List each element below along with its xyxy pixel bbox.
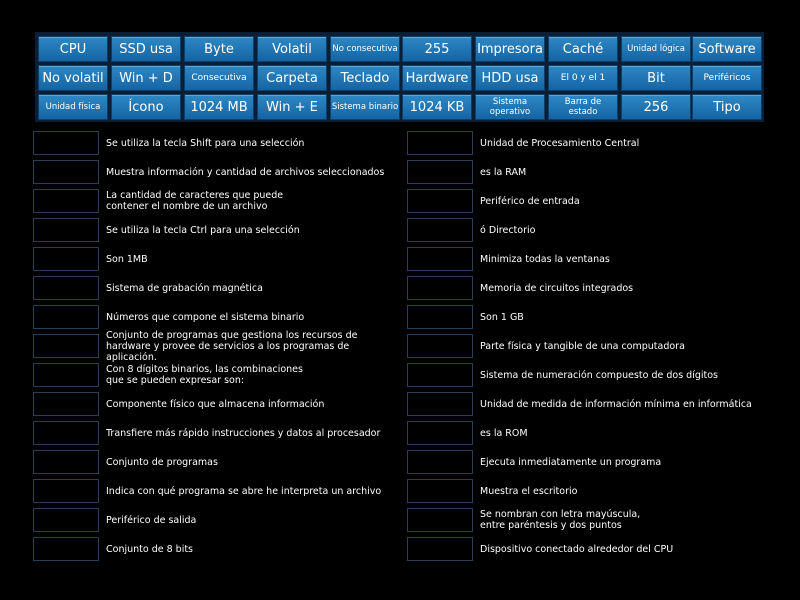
answer-drop-box[interactable] <box>407 276 473 300</box>
clue-text: Indica con qué programa se abre he interpreta un archivo <box>106 485 382 497</box>
answer-drop-box[interactable] <box>33 334 99 358</box>
word-tile[interactable]: HDD usa <box>475 65 545 91</box>
answer-drop-box[interactable] <box>407 392 473 416</box>
match-row <box>407 189 767 215</box>
clue-text: Son 1 GB <box>480 311 524 323</box>
clue-text: Se utiliza la tecla Shift para una selección <box>106 137 305 149</box>
match-row <box>33 189 403 215</box>
word-tile[interactable]: 256 <box>621 94 691 120</box>
clue-text: Transfiere más rápido instrucciones y datos al procesador <box>106 427 381 439</box>
clue-text: La cantidad de caracteres que puede contener el nombre de un archivo <box>106 190 284 212</box>
clue-text: Muestra información y cantidad de archivos seleccionados <box>106 166 385 178</box>
clue-text: Dispositivo conectado alrededor del CPU <box>480 543 674 555</box>
answer-drop-box[interactable] <box>33 421 99 445</box>
answer-drop-box[interactable] <box>33 305 99 329</box>
word-tile[interactable]: Tipo <box>692 94 762 120</box>
clue-text: Componente físico que almacena información <box>106 398 325 410</box>
word-tile[interactable]: 1024 MB <box>184 94 254 120</box>
answer-drop-box[interactable] <box>407 247 473 271</box>
match-row <box>407 450 767 476</box>
answer-drop-box[interactable] <box>33 276 99 300</box>
match-row <box>407 508 767 534</box>
match-row <box>33 508 403 534</box>
match-row <box>33 479 403 505</box>
clue-text: Parte física y tangible de una computadora <box>480 340 685 352</box>
word-tile[interactable]: Volatil <box>257 36 327 62</box>
clue-text: Periférico de salida <box>106 514 197 526</box>
match-row <box>33 247 403 273</box>
answer-drop-box[interactable] <box>407 537 473 561</box>
word-tile[interactable]: El 0 y el 1 <box>548 65 618 91</box>
match-row <box>33 305 403 331</box>
match-row <box>33 131 403 157</box>
answer-drop-box[interactable] <box>407 189 473 213</box>
word-tile[interactable]: Win + D <box>111 65 181 91</box>
word-tile[interactable]: 1024 KB <box>402 94 472 120</box>
clue-text: es la ROM <box>480 427 528 439</box>
match-row <box>407 160 767 186</box>
match-row <box>33 450 403 476</box>
clue-text: Unidad de Procesamiento Central <box>480 137 640 149</box>
clue-text: Sistema de numeración compuesto de dos dígitos <box>480 369 718 381</box>
word-tile[interactable]: Barra de estado <box>548 94 618 120</box>
answer-drop-box[interactable] <box>33 537 99 561</box>
clue-text: Sistema de grabación magnética <box>106 282 263 294</box>
match-row <box>33 537 403 563</box>
word-tile[interactable]: Consecutiva <box>184 65 254 91</box>
match-row <box>407 392 767 418</box>
match-row <box>407 276 767 302</box>
match-row <box>407 479 767 505</box>
clue-text: Números que compone el sistema binario <box>106 311 305 323</box>
answer-drop-box[interactable] <box>407 160 473 184</box>
word-tile[interactable]: No consecutiva <box>330 36 400 62</box>
match-row <box>33 160 403 186</box>
match-row <box>407 247 767 273</box>
word-tile[interactable]: CPU <box>38 36 108 62</box>
word-tile[interactable]: 255 <box>402 36 472 62</box>
answer-drop-box[interactable] <box>407 131 473 155</box>
word-tile[interactable]: Unidad lógica <box>621 36 691 62</box>
clue-text: Periférico de entrada <box>480 195 580 207</box>
match-row <box>33 276 403 302</box>
match-row <box>407 305 767 331</box>
answer-drop-box[interactable] <box>33 218 99 242</box>
match-row <box>407 537 767 563</box>
word-tile[interactable]: SSD usa <box>111 36 181 62</box>
answer-drop-box[interactable] <box>33 131 99 155</box>
answer-drop-box[interactable] <box>407 450 473 474</box>
clue-text: Se utiliza la tecla Ctrl para una selección <box>106 224 300 236</box>
word-tile[interactable]: No volatil <box>38 65 108 91</box>
word-tile[interactable]: Unidad física <box>38 94 108 120</box>
clue-text: Ejecuta inmediatamente un programa <box>480 456 662 468</box>
answer-drop-box[interactable] <box>33 392 99 416</box>
answer-drop-box[interactable] <box>407 334 473 358</box>
answer-drop-box[interactable] <box>33 247 99 271</box>
match-row <box>407 218 767 244</box>
clue-text: Conjunto de programas que gestiona los recursos de hardware y provee de servicios a los programas de aplicación. <box>106 329 358 363</box>
match-row <box>407 131 767 157</box>
word-tile[interactable]: Carpeta <box>257 65 327 91</box>
match-row <box>33 329 403 363</box>
match-row <box>33 218 403 244</box>
answer-drop-box[interactable] <box>33 160 99 184</box>
word-tile[interactable]: Software <box>692 36 762 62</box>
word-tile[interactable]: Bit <box>621 65 691 91</box>
word-bank <box>35 32 764 122</box>
answer-drop-box[interactable] <box>33 363 99 387</box>
answer-drop-box[interactable] <box>33 189 99 213</box>
word-tile[interactable]: Impresora <box>475 36 545 62</box>
answer-drop-box[interactable] <box>33 479 99 503</box>
word-tile[interactable]: Ícono <box>111 94 181 120</box>
word-tile[interactable]: Sistema binario <box>330 94 400 120</box>
answer-drop-box[interactable] <box>407 508 473 532</box>
clue-text: Con 8 dígitos binarios, las combinaciones que se pueden expresar son: <box>106 364 303 386</box>
clue-text: Minimiza todas la ventanas <box>480 253 610 265</box>
clue-text: Memoria de circuitos integrados <box>480 282 634 294</box>
clue-text: Conjunto de programas <box>106 456 218 468</box>
answer-drop-box[interactable] <box>407 421 473 445</box>
word-tile[interactable]: Sistema operativo <box>475 94 545 120</box>
clue-text: Muestra el escritorio <box>480 485 578 497</box>
answer-drop-box[interactable] <box>33 508 99 532</box>
word-tile[interactable]: Periféricos <box>692 65 762 91</box>
answer-drop-box[interactable] <box>407 305 473 329</box>
clue-text: Son 1MB <box>106 253 148 265</box>
match-row <box>407 421 767 447</box>
clue-text: es la RAM <box>480 166 527 178</box>
answer-drop-box[interactable] <box>407 363 473 387</box>
clue-text: Conjunto de 8 bits <box>106 543 194 555</box>
word-tile[interactable]: Teclado <box>330 65 400 91</box>
clue-text: Se nombran con letra mayúscula, entre paréntesis y dos puntos <box>480 509 641 531</box>
match-row <box>33 421 403 447</box>
clue-text: Unidad de medida de información mínima en informática <box>480 398 752 410</box>
match-row <box>33 392 403 418</box>
answer-drop-box[interactable] <box>33 450 99 474</box>
clue-text: ó Directorio <box>480 224 536 236</box>
word-tile[interactable]: Caché <box>548 36 618 62</box>
word-tile[interactable]: Byte <box>184 36 254 62</box>
match-row <box>33 363 403 389</box>
word-tile[interactable]: Hardware <box>402 65 472 91</box>
answer-drop-box[interactable] <box>407 479 473 503</box>
answer-drop-box[interactable] <box>407 218 473 242</box>
match-row <box>407 334 767 360</box>
word-tile[interactable]: Win + E <box>257 94 327 120</box>
match-row <box>407 363 767 389</box>
